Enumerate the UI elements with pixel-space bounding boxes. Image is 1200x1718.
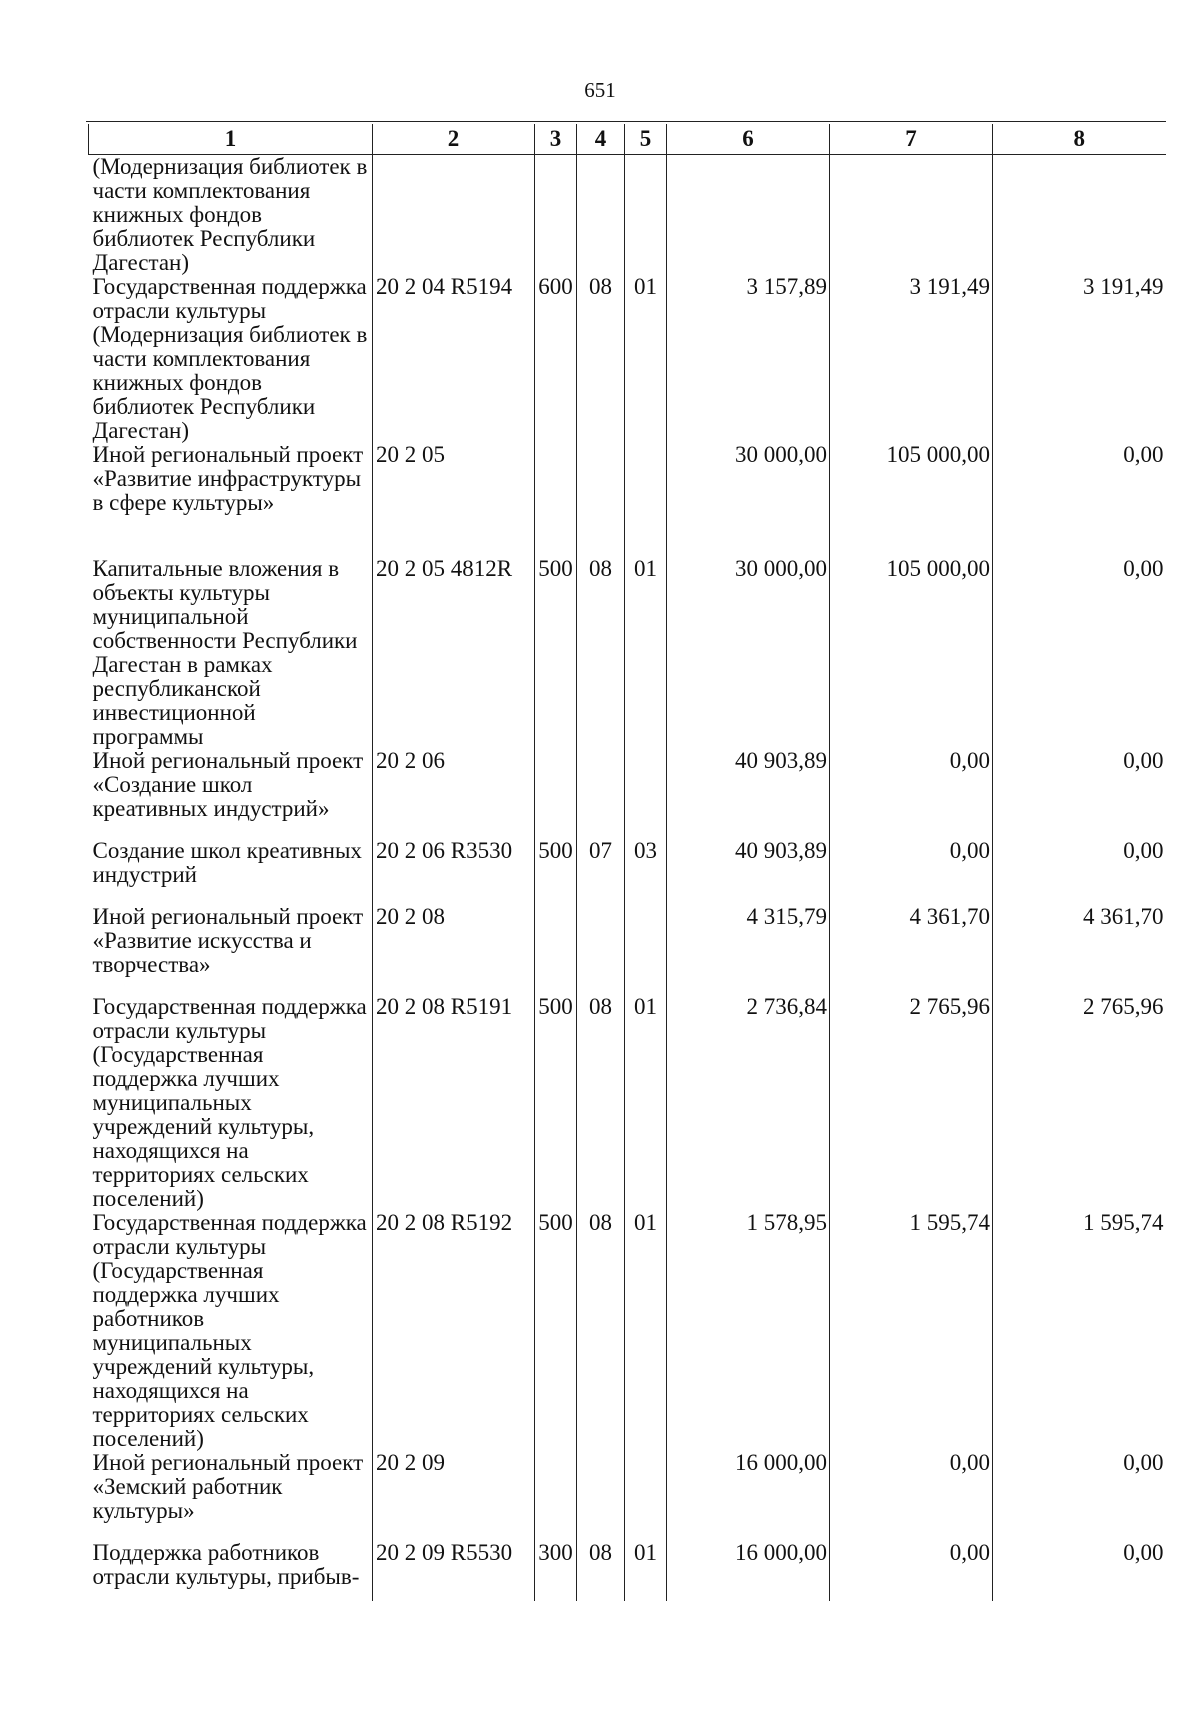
row-value-7: 1 595,74 — [830, 1211, 993, 1451]
row-value-8 — [993, 155, 1166, 276]
table-row — [89, 443, 1166, 557]
row-value-8: 0,00 — [993, 1451, 1166, 1541]
row-value-6: 3 157,89 — [667, 275, 830, 443]
row-col4: 07 — [577, 839, 625, 905]
table-row — [89, 905, 1166, 995]
row-name: Поддержка работников отрасли культуры, прибыв- — [89, 1541, 373, 1601]
table-row — [89, 275, 1166, 443]
row-value-8: 4 361,70 — [993, 905, 1166, 995]
row-value-7 — [830, 155, 993, 276]
table-top-rule — [86, 121, 1166, 122]
row-value-8: 0,00 — [993, 443, 1166, 557]
row-name: Иной региональный проект «Развитие искусства и творчества» — [89, 905, 373, 995]
row-name: Иной региональный проект «Развитие инфраструктуры в сфере культуры» — [89, 443, 373, 557]
row-col3: 500 — [535, 1211, 577, 1451]
row-value-8: 0,00 — [993, 557, 1166, 749]
row-value-7: 0,00 — [830, 1451, 993, 1541]
row-col4: 08 — [577, 275, 625, 443]
row-col5 — [625, 1451, 667, 1541]
header-col-3: 3 — [535, 124, 577, 155]
row-code: 20 2 09 R5530 — [373, 1541, 535, 1601]
row-name: Иной региональный проект «Земский работник культуры» — [89, 1451, 373, 1541]
budget-table — [88, 124, 1166, 1601]
row-col5 — [625, 155, 667, 276]
header-col-8: 8 — [993, 124, 1166, 155]
row-code: 20 2 08 — [373, 905, 535, 995]
row-value-7: 4 361,70 — [830, 905, 993, 995]
row-value-7: 105 000,00 — [830, 443, 993, 557]
table-row — [89, 557, 1166, 749]
row-code: 20 2 08 R5191 — [373, 995, 535, 1211]
row-code: 20 2 09 — [373, 1451, 535, 1541]
table-row — [89, 1451, 1166, 1541]
row-col4 — [577, 443, 625, 557]
row-col3: 500 — [535, 839, 577, 905]
row-col3: 500 — [535, 995, 577, 1211]
row-value-6: 30 000,00 — [667, 557, 830, 749]
table-row — [89, 749, 1166, 839]
header-col-6: 6 — [667, 124, 830, 155]
row-code — [373, 155, 535, 276]
row-col4: 08 — [577, 1541, 625, 1601]
row-value-7: 0,00 — [830, 839, 993, 905]
row-col5: 03 — [625, 839, 667, 905]
row-col5: 01 — [625, 995, 667, 1211]
row-col5 — [625, 443, 667, 557]
header-col-5: 5 — [625, 124, 667, 155]
row-code: 20 2 06 — [373, 749, 535, 839]
row-name: Государственная поддержка отрасли культуры (Модернизация библиотек в части комплектования книжных фондов библиотек Республики Дагестан) — [89, 275, 373, 443]
row-col3: 300 — [535, 1541, 577, 1601]
row-code: 20 2 08 R5192 — [373, 1211, 535, 1451]
header-row — [89, 124, 1166, 155]
row-col4: 08 — [577, 557, 625, 749]
row-code: 20 2 05 — [373, 443, 535, 557]
header-col-2: 2 — [373, 124, 535, 155]
row-col5 — [625, 905, 667, 995]
row-code: 20 2 05 4812R — [373, 557, 535, 749]
row-value-6 — [667, 155, 830, 276]
page-number: 651 — [584, 78, 616, 102]
row-col5: 01 — [625, 1541, 667, 1601]
table-row — [89, 839, 1166, 905]
row-value-8: 0,00 — [993, 839, 1166, 905]
row-code: 20 2 04 R5194 — [373, 275, 535, 443]
row-value-6: 2 736,84 — [667, 995, 830, 1211]
row-name: (Модернизация библиотек в части комплектования книжных фондов библиотек Республики Дагестан) — [89, 155, 373, 276]
row-col4: 08 — [577, 995, 625, 1211]
row-col3 — [535, 1451, 577, 1541]
table-row — [89, 995, 1166, 1211]
row-name: Капитальные вложения в объекты культуры муниципальной собственности Республики Дагестан в рамках республиканской инвестиционной программы — [89, 557, 373, 749]
row-name: Государственная поддержка отрасли культуры (Государственная поддержка лучших работников муниципальных учреждений культуры, находящихся на территориях сельских поселений) — [89, 1211, 373, 1451]
row-value-7: 105 000,00 — [830, 557, 993, 749]
row-value-6: 16 000,00 — [667, 1451, 830, 1541]
row-value-8: 2 765,96 — [993, 995, 1166, 1211]
row-col4 — [577, 749, 625, 839]
row-col3 — [535, 443, 577, 557]
table-row — [89, 1541, 1166, 1601]
row-code: 20 2 06 R3530 — [373, 839, 535, 905]
row-value-7: 0,00 — [830, 749, 993, 839]
table-row — [89, 155, 1166, 276]
row-value-6: 4 315,79 — [667, 905, 830, 995]
row-col5 — [625, 749, 667, 839]
row-value-6: 16 000,00 — [667, 1541, 830, 1601]
row-col4: 08 — [577, 1211, 625, 1451]
row-col5: 01 — [625, 275, 667, 443]
row-value-8: 3 191,49 — [993, 275, 1166, 443]
header-col-1: 1 — [89, 124, 373, 155]
row-value-7: 2 765,96 — [830, 995, 993, 1211]
row-col4 — [577, 155, 625, 276]
row-name: Иной региональный проект «Создание школ креативных индустрий» — [89, 749, 373, 839]
row-value-7: 3 191,49 — [830, 275, 993, 443]
header-col-7: 7 — [830, 124, 993, 155]
row-col3: 600 — [535, 275, 577, 443]
row-value-8: 0,00 — [993, 1541, 1166, 1601]
table-row — [89, 1211, 1166, 1451]
row-col3 — [535, 905, 577, 995]
row-value-6: 40 903,89 — [667, 749, 830, 839]
row-value-6: 40 903,89 — [667, 839, 830, 905]
row-col4 — [577, 905, 625, 995]
row-col5: 01 — [625, 557, 667, 749]
row-col3 — [535, 155, 577, 276]
row-value-8: 0,00 — [993, 749, 1166, 839]
row-value-6: 30 000,00 — [667, 443, 830, 557]
row-name: Государственная поддержка отрасли культуры (Государственная поддержка лучших муниципальных учреждений культуры, находящихся на территориях сельских поселений) — [89, 995, 373, 1211]
row-value-7: 0,00 — [830, 1541, 993, 1601]
row-name: Создание школ креативных индустрий — [89, 839, 373, 905]
row-col3: 500 — [535, 557, 577, 749]
row-col4 — [577, 1451, 625, 1541]
header-col-4: 4 — [577, 124, 625, 155]
row-value-6: 1 578,95 — [667, 1211, 830, 1451]
row-col5: 01 — [625, 1211, 667, 1451]
row-value-8: 1 595,74 — [993, 1211, 1166, 1451]
row-col3 — [535, 749, 577, 839]
